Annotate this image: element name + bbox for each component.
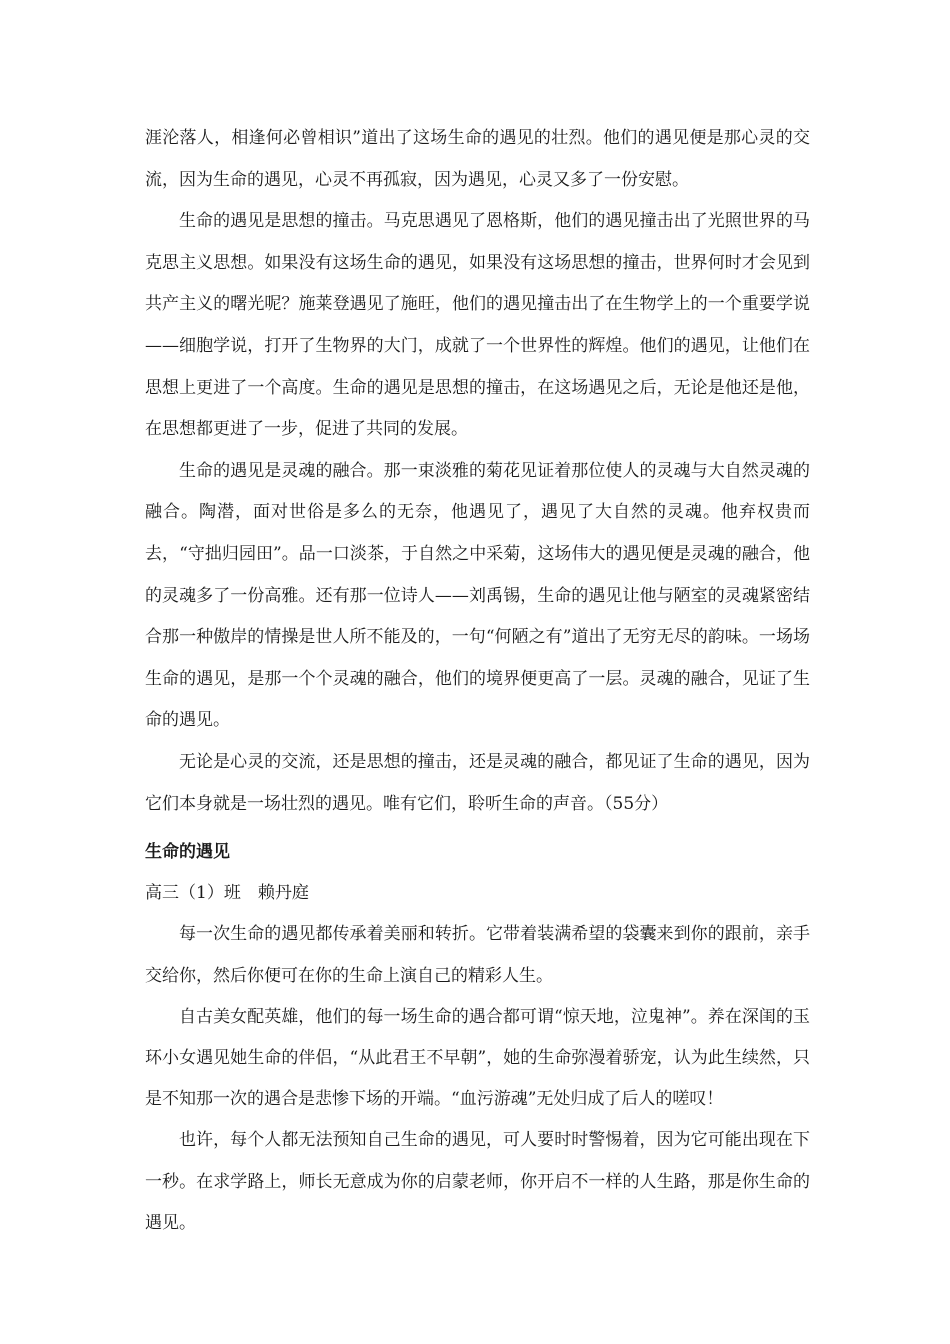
paragraph: 涯沦落人，相逢何必曾相识”道出了这场生命的遇见的壮烈。他们的遇见便是那心灵的交流，因为生命的遇见，心灵不再孤寂，因为遇见，心灵又多了一份安慰。 xyxy=(145,128,810,190)
paragraph: 自古美女配英雄，他们的每一场生命的遇合都可谓“惊天地，泣鬼神”。养在深闺的玉环小女遇见她生命的伴侣，“从此君王不早朝”，她的生命弥漫着骄宠，认为此生续然，只是不知那一次的遇合是悲惨下场的开端。“血污游魂”无处归成了后人的嗟叹！ xyxy=(145,1006,810,1110)
paragraph: 生命的遇见是灵魂的融合。那一束淡雅的菊花见证着那位使人的灵魂与大自然灵魂的融合。陶潜，面对世俗是多么的无奈，他遇见了，遇见了大自然的灵魂。他弃权贵而去，“守拙归园田”。品一口淡茶，于自然之中采菊，这场伟大的遇见便是灵魂的融合，他的灵魂多了一份高雅。还有那一位诗人——刘禹锡，生命的遇见让他与陋室的灵魂紧密结合那一种傲岸的情操是世人所不能及的，一句“何陋之有”道出了无穷无尽的韵味。一场场生命的遇见，是那一个个灵魂的融合，他们的境界便更高了一层。灵魂的融合，见证了生命的遇见。 xyxy=(145,460,810,731)
essay-2 xyxy=(145,832,810,1244)
paragraph: 生命的遇见是思想的撞击。马克思遇见了恩格斯，他们的遇见撞击出了光照世界的马克思主义思想。如果没有这场生命的遇见，如果没有这场思想的撞击，世界何时才会见到共产主义的曙光呢？施莱登遇见了施旺，他们的遇见撞击出了在生物学上的一个重要学说——细胞学说，打开了生物界的大门，成就了一个世界性的辉煌。他们的遇见，让他们在思想上更进了一个高度。生命的遇见是思想的撞击，在这场遇见之后，无论是他还是他，在思想都更进了一步，促进了共同的发展。 xyxy=(145,211,810,440)
paragraph: 也许，每个人都无法预知自己生命的遇见，可人要时时警惕着，因为它可能出现在下一秒。在求学路上，师长无意成为你的启蒙老师，你开启不一样的人生路，那是你生命的遇见。 xyxy=(145,1130,810,1233)
paragraph: 无论是心灵的交流，还是思想的撞击，还是灵魂的融合，都见证了生命的遇见，因为它们本身就是一场壮烈的遇见。唯有它们，聆听生命的声音。（55分） xyxy=(145,751,810,814)
paragraph: 每一次生命的遇见都传承着美丽和转折。它带着装满希望的袋囊来到你的跟前，亲手交给你，然后你便可在你的生命上演自己的精彩人生。 xyxy=(145,924,810,986)
essay-title: 生命的遇见 xyxy=(145,842,230,862)
essay-byline: 高三（1）班 赖丹庭 xyxy=(145,883,309,904)
essay-1-body xyxy=(145,118,810,825)
